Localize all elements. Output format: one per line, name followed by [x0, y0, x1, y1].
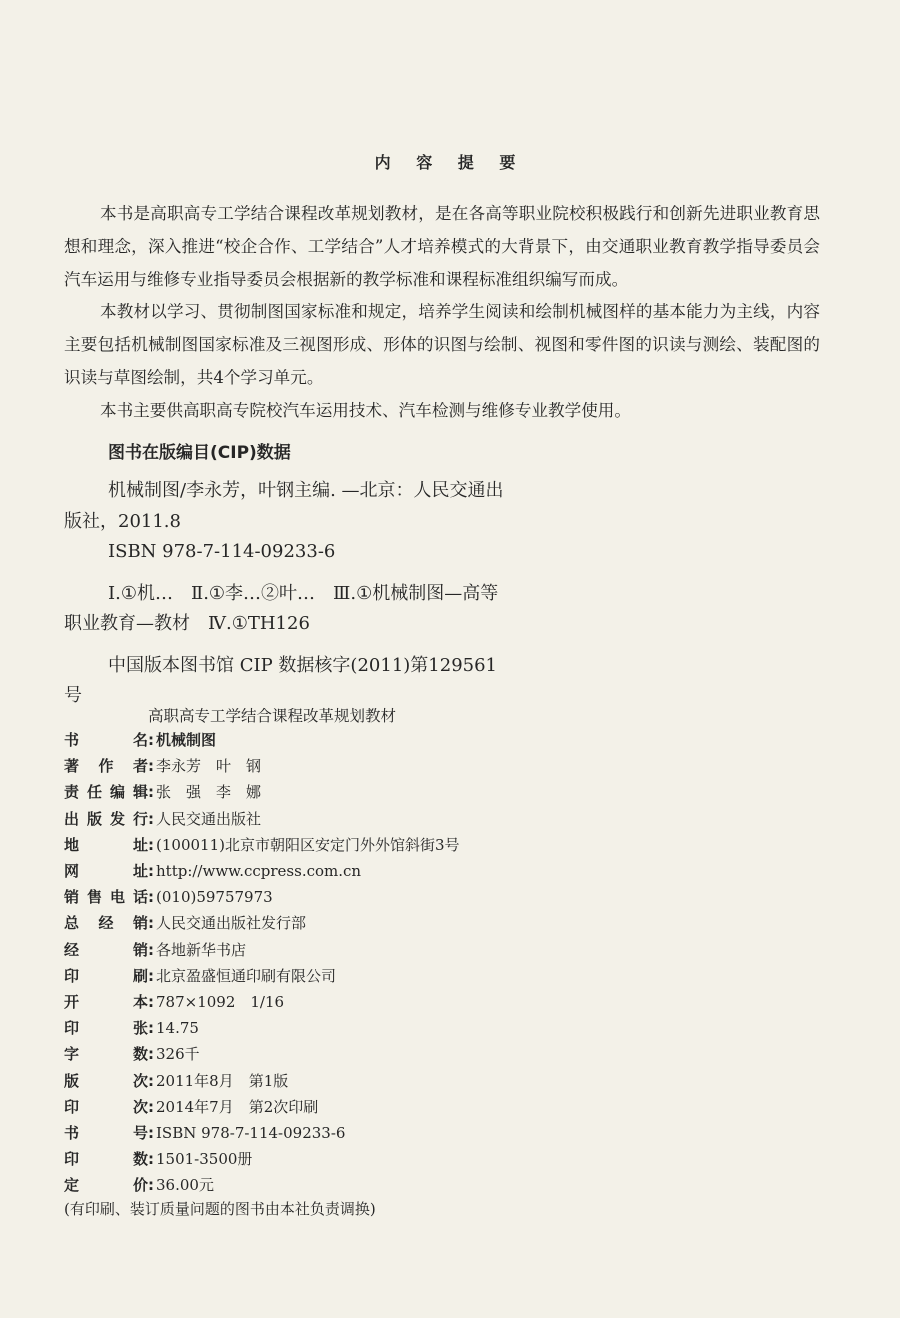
colophon-value: 北京盈盛恒通印刷有限公司 [156, 966, 337, 985]
colon-separator: : [148, 1124, 154, 1143]
colophon-value: 人民交通出版社发行部 [156, 914, 307, 933]
cip-record: 中国版本图书馆 CIP 数据核字(2011)第129561号 [64, 654, 498, 706]
colophon-value: 2014年7月 第2次印刷 [156, 1097, 319, 1116]
colon-separator: : [148, 888, 154, 907]
colon-separator: : [148, 1150, 154, 1169]
colophon-row [64, 1068, 460, 1094]
colophon-value: 787×1092 1/16 [156, 993, 285, 1012]
colophon-table [64, 727, 460, 1199]
colophon-row [64, 910, 460, 936]
colophon-label: 著作者 [64, 757, 148, 776]
colophon-row [64, 989, 460, 1015]
colophon-value: 李永芳 叶 钢 [156, 757, 262, 776]
colophon-label: 印张 [64, 1019, 148, 1038]
colophon-row [64, 1094, 460, 1120]
colophon-label: 版次 [64, 1071, 148, 1090]
colophon-label: 网址 [64, 862, 148, 881]
colophon-row [64, 806, 460, 832]
colon-separator: : [148, 862, 154, 881]
colophon-label: 字数 [64, 1045, 148, 1064]
colophon-label: 书名 [64, 731, 148, 749]
colophon-row [64, 884, 460, 910]
colon-separator: : [148, 1045, 154, 1064]
colophon-row [64, 779, 460, 805]
colophon-row [64, 937, 460, 963]
colophon-row [64, 858, 460, 884]
colophon-row [64, 1146, 460, 1172]
colophon-note: (有印刷、装订质量问题的图书由本社负责调换) [64, 1200, 376, 1218]
colophon-value: ISBN 978-7-114-09233-6 [156, 1124, 346, 1143]
colophon-value: 张 强 李 娜 [156, 783, 262, 802]
colophon-label: 印次 [64, 1097, 148, 1116]
colophon-value: 36.00元 [156, 1176, 214, 1195]
colon-separator: : [148, 1176, 154, 1195]
colophon-label: 经销 [64, 940, 148, 959]
summary-body [64, 198, 820, 428]
colon-separator: : [148, 809, 154, 828]
colophon-row [64, 1172, 460, 1198]
cip-classification: Ⅰ.①机… Ⅱ.①李…②叶… Ⅲ.①机械制图—高等职业教育—教材 Ⅳ.①TH126 [64, 582, 499, 634]
colophon-row [64, 963, 460, 989]
colon-separator: : [148, 993, 154, 1012]
colon-separator: : [148, 1097, 154, 1116]
colophon-value: http://www.ccpress.com.cn [156, 862, 362, 881]
colophon-label: 销售电话 [64, 888, 148, 907]
colophon-label: 印刷 [64, 966, 148, 985]
colophon-label: 定价 [64, 1176, 148, 1195]
colon-separator: : [148, 731, 154, 749]
colon-separator: : [148, 1071, 154, 1090]
colophon-row [64, 1041, 460, 1067]
colon-separator: : [148, 757, 154, 776]
colophon-value: 各地新华书店 [156, 940, 247, 959]
colon-separator: : [148, 783, 154, 802]
summary-paragraph: 本书是高职高专工学结合课程改革规划教材，是在各高等职业院校积极践行和创新先进职业教育思想和理念，深入推进“校企合作、工学结合”人才培养模式的大背景下，由交通职业教育教学指导委员会汽车运用与维修专业指导委员会根据新的教学标准和课程标准组织编写而成。 [64, 204, 820, 289]
colophon-label: 书号 [64, 1124, 148, 1143]
colophon-row [64, 832, 460, 858]
colophon-value: (010)59757973 [156, 888, 273, 907]
cip-isbn: ISBN 978-7-114-09233-6 [108, 541, 336, 562]
colophon-value: 机械制图 [156, 731, 217, 749]
colophon-value: 2011年8月 第1版 [156, 1071, 289, 1090]
colophon-value: 326千 [156, 1045, 200, 1064]
colophon-label: 出版发行 [64, 809, 148, 828]
colon-separator: : [148, 966, 154, 985]
cip-heading: 图书在版编目(CIP)数据 [108, 443, 291, 463]
colophon-row [64, 1120, 460, 1146]
colophon-row [64, 727, 460, 753]
colophon-value: 14.75 [156, 1019, 199, 1038]
colophon-label: 开本 [64, 993, 148, 1012]
colophon-label: 地址 [64, 835, 148, 854]
colophon-label: 责任编辑 [64, 783, 148, 802]
colophon-value: 1501-3500册 [156, 1150, 253, 1169]
colophon-label: 总经销 [64, 914, 148, 933]
colon-separator: : [148, 1019, 154, 1038]
cip-block [64, 476, 514, 712]
colon-separator: : [148, 835, 154, 854]
colophon-value: (100011)北京市朝阳区安定门外外馆斜街3号 [156, 835, 460, 854]
summary-paragraph: 本书主要供高职高专院校汽车运用技术、汽车检测与维修专业教学使用。 [100, 400, 631, 420]
colophon-label: 印数 [64, 1150, 148, 1169]
summary-title: 内 容 提 要 [374, 153, 526, 172]
colophon-row [64, 1015, 460, 1041]
summary-paragraph: 本教材以学习、贯彻制图国家标准和规定，培养学生阅读和绘制机械图样的基本能力为主线，内容主要包括机械制图国家标准及三视图形成、形体的识图与绘制、视图和零件图的识读与测绘、装配图的识读与草图绘制，共4个学习单元。 [64, 302, 820, 387]
colon-separator: : [148, 914, 154, 933]
colon-separator: : [148, 940, 154, 959]
colophon-row [64, 753, 460, 779]
series-name: 高职高专工学结合课程改革规划教材 [148, 707, 397, 725]
cip-entry: 机械制图/李永芳，叶钢主编. —北京：人民交通出版社，2011.8 [64, 480, 504, 532]
colophon-value: 人民交通出版社 [156, 809, 262, 828]
